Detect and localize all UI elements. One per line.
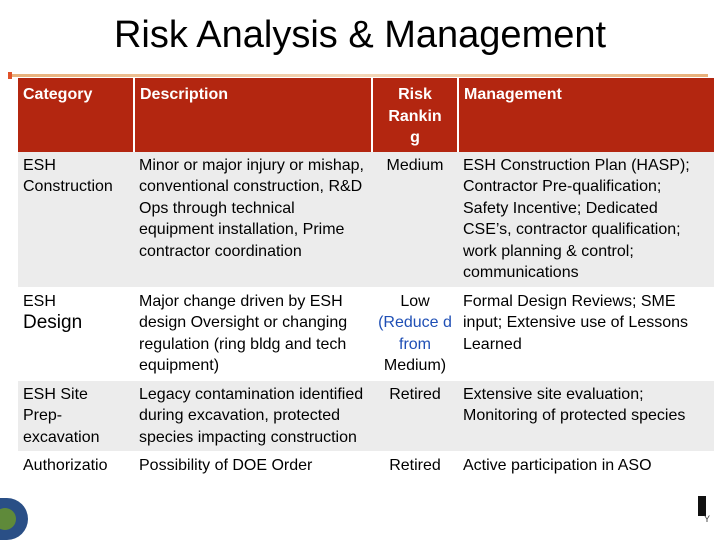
- table-row: [18, 380, 714, 452]
- cell-management: Extensive site evaluation; Monitoring of protected species: [458, 380, 714, 452]
- cell-ranking: Medium: [372, 152, 458, 288]
- cell-description: Legacy contamination identified during excavation, protected species impacting construction: [134, 380, 372, 452]
- cell-category-line2: Design: [23, 312, 83, 333]
- corner-logo-text: Y: [704, 514, 711, 524]
- header-risk-ranking: [372, 78, 458, 152]
- cell-management: Active participation in ASO: [458, 452, 714, 481]
- header-risk-ranking-text: Risk Rankin g: [388, 86, 442, 146]
- cell-ranking-line3: Medium): [383, 357, 447, 374]
- cell-description: Major change driven by ESH design Oversight or changing regulation (ring bldg and tech equipment): [134, 287, 372, 380]
- header-category: Category: [18, 78, 134, 152]
- cell-ranking-line2: (Reduce d from: [378, 314, 452, 353]
- title-underline-accent: [8, 72, 12, 79]
- corner-logo-icon: [698, 496, 706, 516]
- cell-category: [18, 287, 134, 380]
- slide-title: Risk Analysis & Management: [113, 14, 607, 56]
- cell-ranking: Retired: [372, 452, 458, 481]
- doe-seal-icon: [0, 498, 28, 540]
- cell-description: Minor or major injury or mishap, conventional construction, R&D Ops through technical equipment installation, Prime contractor coordination: [134, 152, 372, 288]
- table-row: [18, 287, 714, 380]
- cell-category: ESH Construction: [18, 152, 134, 288]
- cell-category-line1: ESH: [23, 292, 56, 310]
- cell-description: Possibility of DOE Order: [134, 452, 372, 481]
- table-row: [18, 452, 714, 481]
- cell-ranking-line1: Low: [400, 292, 430, 310]
- cell-management: Formal Design Reviews; SME input; Extensive use of Lessons Learned: [458, 287, 714, 380]
- cell-ranking: [372, 287, 458, 380]
- cell-ranking: Retired: [372, 380, 458, 452]
- cell-category: ESH Site Prep-excavation: [18, 380, 134, 452]
- title-underline: [8, 74, 708, 77]
- cell-category: Authorizatio: [18, 452, 134, 481]
- header-management: Management: [458, 78, 714, 152]
- header-description: Description: [134, 78, 372, 152]
- risk-table: [18, 78, 714, 481]
- table-header-row: [18, 78, 714, 152]
- cell-management: ESH Construction Plan (HASP); Contractor Pre-qualification; Safety Incentive; Dedicated CSE’s, contractor qualification; work planning & control; communications: [458, 152, 714, 288]
- table-row: [18, 152, 714, 288]
